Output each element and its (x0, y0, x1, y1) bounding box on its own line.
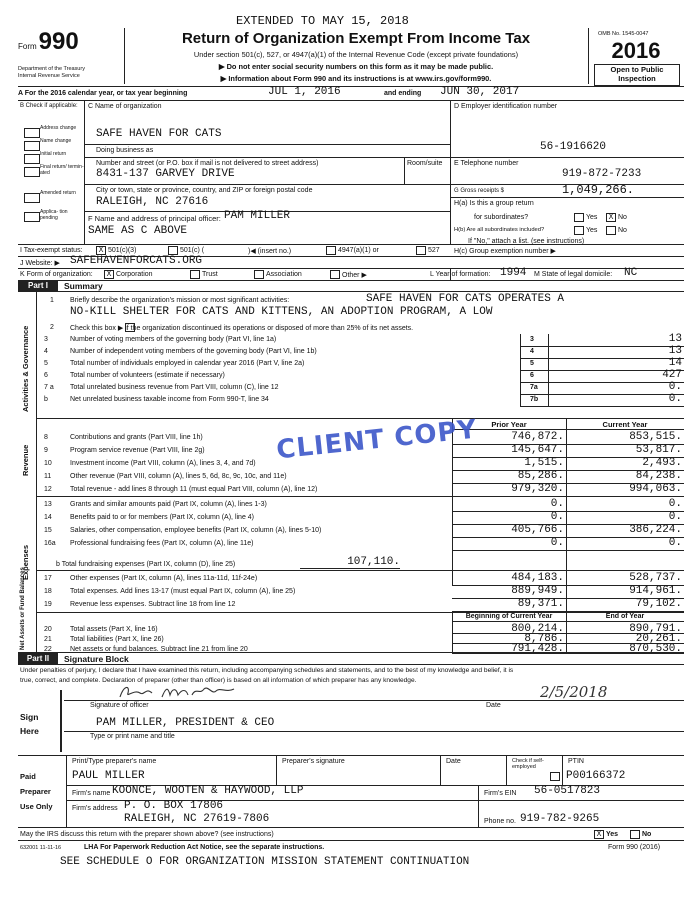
preparer-name: PAUL MILLER (72, 770, 145, 782)
line-label: Total number of volunteers (estimate if necessary) (70, 372, 225, 379)
principal-officer-name: PAM MILLER (224, 210, 291, 222)
line-label: Total expenses. Add lines 13-17 (must equal Part IX, column (A), line 25) (70, 588, 296, 595)
current-year-value: 84,238. (635, 470, 682, 482)
status-501c3-checkbox[interactable]: X (96, 246, 106, 255)
instructions-url: ▶ Information about Form 990 and its instructions is at www.irs.gov/form990. (220, 74, 492, 83)
line-number: 17 (44, 575, 52, 582)
check-applicable-item: Final return/ termin- ated (40, 164, 84, 176)
discontinued-checkbox[interactable] (125, 323, 135, 332)
discuss-yes-label: Yes (606, 831, 619, 838)
check-applicable-label: B Check if applicable: (20, 103, 78, 109)
street-address: 8431-137 GARVEY DRIVE (96, 168, 235, 180)
group-return-yes-checkbox[interactable] (574, 213, 584, 222)
ein-value: 56-1916620 (540, 141, 607, 153)
ptin-label: PTIN (568, 758, 584, 765)
line-number: 19 (44, 601, 52, 608)
subordinates-label: H(b) Are all subordinates included? (454, 227, 545, 233)
preparer-signature-label: Preparer's signature (282, 758, 345, 765)
line-label: Professional fundraising fees (Part IX, column (A), line 11e) (70, 540, 254, 547)
status-527-label: 527 (428, 247, 440, 254)
line-number: 4 (44, 348, 48, 355)
tax-year-begin: JUL 1, 2016 (268, 86, 341, 98)
subordinates-yes-checkbox[interactable] (574, 226, 584, 235)
here-label: Here (20, 726, 39, 736)
line16b-label: b Total fundraising expenses (Part IX, column (D), line 25) (56, 561, 236, 568)
type-name-label: Type or print name and title (90, 733, 175, 740)
current-year-value: 528,737. (629, 572, 682, 584)
year-formation-value: 1994 (500, 267, 527, 279)
status-4947-checkbox[interactable] (326, 246, 336, 255)
line-label: Program service revenue (Part VIII, line 2g) (70, 447, 205, 454)
line-label: Revenue less expenses. Subtract line 18 from line 12 (70, 601, 236, 608)
line-value: 14 (668, 357, 682, 369)
revenue-side: Revenue (21, 444, 30, 476)
status-4947-label: 4947(a)(1) or (338, 247, 379, 254)
mission-text-1: SAFE HAVEN FOR CATS OPERATES A (366, 293, 565, 305)
line-number: 7 a (44, 384, 54, 391)
line-label: Number of voting members of the governing body (Part VI, line 1a) (70, 336, 277, 343)
irs-label: Internal Revenue Service (18, 73, 80, 79)
check-applicable-box[interactable] (24, 167, 40, 177)
room-suite-label: Room/suite (407, 160, 443, 167)
current-year-value: 79,102. (635, 598, 682, 610)
line-box-number: 3 (530, 336, 534, 343)
ssn-warning: ▶ Do not enter social security numbers on this form as it may be made public. (218, 62, 494, 71)
group-return-no-checkbox[interactable]: X (606, 213, 616, 222)
form-footer-name: Form 990 (2016) (608, 844, 661, 851)
line-number: 10 (44, 460, 52, 467)
mission-label: Briefly describe the organization's mission or most significant activities: (70, 297, 290, 304)
line-label: Total number of individuals employed in calendar year 2016 (Part V, line 2a) (70, 360, 305, 367)
line-box-number: 4 (530, 348, 534, 355)
city-label: City or town, state or province, country, and ZIP or foreign postal code (96, 187, 313, 194)
part1-tag: Part I (18, 280, 58, 291)
dept-treasury: Department of the Treasury (18, 66, 85, 72)
prior-year-value: 145,647. (511, 444, 564, 456)
discuss-no-checkbox[interactable] (630, 830, 640, 839)
current-year-header: Current Year (602, 420, 648, 429)
website-label: J Website: ▶ (20, 260, 60, 267)
current-year-value: 994,063. (629, 483, 682, 495)
status-527-checkbox[interactable] (416, 246, 426, 255)
gross-receipts-label: G Gross receipts $ (454, 188, 505, 194)
omb-number: OMB No. 1545-0047 (598, 31, 649, 37)
line-number: 20 (44, 626, 52, 633)
check-applicable-box[interactable] (24, 212, 40, 222)
current-year-value: 386,224. (629, 524, 682, 536)
line-number: 5 (44, 360, 48, 367)
line-label: Number of independent voting members of the governing body (Part VI, line 1b) (70, 348, 317, 355)
line16b-value: 107,110. (347, 556, 400, 568)
prior-year-header: Prior Year (491, 420, 527, 429)
legal-domicile-value: NC (624, 267, 638, 279)
check-applicable-item: Applica- tion pending (40, 209, 68, 221)
org-corporation-checkbox[interactable]: X (104, 270, 114, 279)
check-applicable-box[interactable] (24, 154, 40, 164)
line-number: 13 (44, 501, 52, 508)
paid-label: Paid (20, 772, 36, 781)
line-value: 0. (668, 393, 682, 405)
discuss-question: May the IRS discuss this return with the preparer shown above? (see instructions) (20, 831, 274, 838)
status-501c3-label: 501(c)(3) (108, 247, 137, 254)
current-year-value: 53,817. (635, 444, 682, 456)
box-col-rule (520, 334, 521, 406)
check-applicable-item: Amended return (40, 190, 76, 196)
expenses-side: Expenses (21, 544, 30, 580)
check-applicable-box[interactable] (24, 128, 40, 138)
form-of-org-label: K Form of organization: (20, 271, 93, 278)
line2-number: 2 (50, 324, 54, 331)
prior-year-value: 800,214. (511, 623, 564, 635)
current-year-value: 20,261. (635, 633, 682, 645)
prior-year-value: 484,183. (511, 572, 564, 584)
firm-ein-label: Firm's EIN (484, 790, 517, 797)
firm-address-1: P. O. BOX 17806 (124, 800, 224, 812)
part2-title: Signature Block (64, 654, 129, 664)
tax-year-end: JUN 30, 2017 (440, 86, 520, 98)
line-value: 0. (668, 381, 682, 393)
line-label: Contributions and grants (Part VIII, line 1h) (70, 434, 203, 441)
status-501c-label: 501(c) ( (180, 247, 205, 254)
gross-receipts-value: 1,049,266. (562, 183, 635, 197)
line-number: 16a (44, 540, 56, 547)
current-year-value: 853,515. (629, 431, 682, 443)
current-year-value: 870,530. (629, 643, 682, 655)
city-state-zip: RALEIGH, NC 27616 (96, 196, 209, 208)
form-code: 632001 11-11-16 (20, 845, 62, 851)
sign-date-label: Date (486, 702, 501, 709)
row-rule (452, 653, 684, 654)
line-label: Other revenue (Part VIII, column (A), lines 5, 6d, 8c, 9c, 10c, and 11e) (70, 473, 287, 480)
group-exemption-label: H(c) Group exemption number ▶ (454, 248, 556, 255)
check-applicable-box[interactable] (24, 193, 40, 203)
line-number: 11 (44, 473, 52, 480)
line-value: 13 (668, 333, 682, 345)
org-association-label: Association (266, 271, 302, 278)
line-number: 22 (44, 646, 52, 653)
preparer-label: Preparer (20, 787, 51, 796)
penalty-text-2: true, correct, and complete. Declaration of preparer (other than officer) is based on all information of which preparer has any knowledge. (20, 677, 417, 684)
open-inspection-box: Open to Public Inspection (594, 64, 680, 86)
prior-year-value: 746,872. (511, 431, 564, 443)
subordinates-note: If "No," attach a list. (see instructions) (468, 238, 585, 245)
row-rule (452, 550, 684, 551)
line-number: 14 (44, 514, 52, 521)
part1-title: Summary (64, 281, 103, 291)
check-applicable-item: Initial return (40, 151, 67, 157)
principal-officer-label: F Name and address of principal officer: (88, 214, 221, 223)
penalty-text-1: Under penalties of perjury, I declare that I have examined this return, including accompanying schedules and statements, and to the best of my knowledge and belief, it is (20, 667, 514, 674)
check-applicable-item: Name change (40, 138, 72, 144)
self-employed-checkbox[interactable] (550, 772, 560, 781)
self-employed-label: Check if self-employed (512, 758, 544, 770)
preparer-date-label: Date (446, 758, 461, 765)
line-label: Investment income (Part VIII, column (A), lines 3, 4, and 7d) (70, 460, 256, 467)
line-box-number: 5 (530, 360, 534, 367)
current-year-value: 890,791. (629, 623, 682, 635)
discontinued-label: Check this box ▶ if the organization discontinued its operations or disposed of more than 25% of its net assets. (70, 325, 414, 332)
row-rule (520, 406, 684, 407)
line-label: Net assets or fund balances. Subtract line 21 from line 20 (70, 646, 248, 653)
sign-label: Sign (20, 712, 39, 722)
form-subtitle: Under section 501(c), 527, or 4947(a)(1) of the Internal Revenue Code (except private foundations) (193, 50, 519, 59)
subordinates-no-checkbox[interactable] (606, 226, 616, 235)
line-number: 12 (44, 486, 52, 493)
line-box-number: 6 (530, 372, 534, 379)
line-number: 6 (44, 372, 48, 379)
firm-ein: 56-0517823 (534, 785, 601, 797)
telephone-label: E Telephone number (454, 160, 519, 167)
paperwork-notice: LHA For Paperwork Reduction Act Notice, see the separate instructions. (84, 844, 325, 851)
year-formation-label: L Year of formation: (430, 271, 491, 278)
part2-tag: Part II (18, 653, 58, 664)
net-assets-side: Net Assets or Fund Balances (20, 567, 26, 650)
firm-phone-label: Phone no. (484, 818, 516, 825)
org-name: SAFE HAVEN FOR CATS (96, 128, 222, 140)
sign-date: 2/5/2018 (540, 683, 608, 701)
client-copy-stamp: CLIENT COPY (274, 414, 479, 466)
line-label: Net unrelated business taxable income from Form 990-T, line 34 (70, 396, 269, 403)
tax-year: 2016 (611, 38, 661, 63)
org-other-checkbox[interactable] (330, 270, 340, 279)
line-label: Grants and similar amounts paid (Part IX, column (A), lines 1-3) (70, 501, 267, 508)
line-label: Salaries, other compensation, employee benefits (Part IX, column (A), lines 5-10) (70, 527, 322, 534)
org-other-label: Other ▶ (342, 272, 367, 279)
status-insert-label: )◀ (insert no.) (248, 248, 292, 255)
org-association-checkbox[interactable] (254, 270, 264, 279)
line-value: 427 (662, 369, 682, 381)
group-return-label: H(a) Is this a group return (454, 200, 534, 207)
line-number: b (44, 396, 48, 403)
firm-address-2: RALEIGH, NC 27619-7806 (124, 813, 270, 825)
principal-officer-address: SAME AS C ABOVE (88, 225, 188, 237)
prior-year-value: 0. (550, 537, 564, 549)
org-name-label: C Name of organization (88, 103, 162, 110)
prior-year-value: 0. (550, 511, 564, 523)
current-year-value: 0. (668, 537, 682, 549)
prior-year-value: 85,286. (517, 470, 564, 482)
line-label: Total assets (Part X, line 16) (70, 626, 158, 633)
firm-address-label: Firm's address (72, 805, 118, 812)
line-number: 9 (44, 447, 48, 454)
line-label: Total unrelated business revenue from Part VIII, column (C), line 12 (70, 384, 279, 391)
line-box-number: 7a (530, 384, 538, 391)
signature-officer-label: Signature of officer (90, 702, 149, 709)
activities-governance-side: Activities & Governance (21, 325, 30, 412)
schedule-o-note: SEE SCHEDULE O FOR ORGANIZATION MISSION STATEMENT CONTINUATION (60, 856, 470, 868)
prior-year-value: 8,786. (524, 633, 564, 645)
ein-label: D Employer identification number (454, 103, 558, 110)
mission-text-2: NO-KILL SHELTER FOR CATS AND KITTENS, AN ADOPTION PROGRAM, A LOW (70, 306, 493, 318)
discuss-no-label: No (642, 831, 652, 838)
line-value: 13 (668, 345, 682, 357)
line-box-number: 7b (530, 396, 539, 403)
prior-year-value: 1,515. (524, 457, 564, 469)
check-applicable-box[interactable] (24, 141, 40, 151)
ptin-value: P00166372 (566, 770, 626, 782)
line-number: 18 (44, 588, 52, 595)
form-number: Form 990 (18, 28, 79, 55)
end-year-header: End of Year (605, 613, 645, 620)
use-only-label: Use Only (20, 802, 53, 811)
discuss-yes-checkbox[interactable]: X (594, 830, 604, 839)
line-label: Other expenses (Part IX, column (A), lines 11a-11d, 11f-24e) (70, 575, 258, 582)
current-year-value: 0. (668, 498, 682, 510)
check-applicable-item: Address change (40, 125, 77, 131)
line-label: Benefits paid to or for members (Part IX, column (A), line 4) (70, 514, 255, 521)
subordinates-yes-label: Yes (586, 227, 598, 234)
line-number: 8 (44, 434, 48, 441)
status-501c-checkbox[interactable] (168, 246, 178, 255)
prior-year-value: 405,766. (511, 524, 564, 536)
group-return-label-2: for subordinates? (474, 214, 529, 221)
prior-year-value: 791,428. (511, 643, 564, 655)
officer-name-title: PAM MILLER, PRESIDENT & CEO (96, 717, 275, 729)
legal-domicile-label: M State of legal domicile: (534, 271, 613, 278)
box-col-rule (548, 334, 549, 406)
line-number: 3 (44, 336, 48, 343)
line-number: 21 (44, 636, 52, 643)
line-a-end-label: and ending (384, 90, 422, 97)
org-trust-checkbox[interactable] (190, 270, 200, 279)
firm-name-label: Firm's name (72, 790, 111, 797)
preparer-name-label: Print/Type preparer's name (72, 758, 157, 765)
current-year-value: 0. (668, 511, 682, 523)
line-number: 15 (44, 527, 52, 534)
group-return-no-label: No (618, 214, 627, 221)
dba-label: Doing business as (96, 147, 154, 154)
group-return-yes-label: Yes (586, 214, 598, 221)
telephone-value: 919-872-7233 (562, 168, 642, 180)
form-title: Return of Organization Exempt From Income Tax (181, 30, 531, 47)
current-year-value: 2,493. (642, 457, 682, 469)
line-label: Total liabilities (Part X, line 26) (70, 636, 164, 643)
tax-exempt-status-label: I Tax-exempt status: (20, 247, 83, 254)
prior-year-value: 979,320. (511, 483, 564, 495)
line-label: Total revenue - add lines 8 through 11 (must equal Part VIII, column (A), line 12) (70, 486, 318, 493)
extension-notice: EXTENDED TO MAY 15, 2018 (236, 14, 409, 28)
prior-year-value: 889,949. (511, 585, 564, 597)
prior-year-value: 0. (550, 498, 564, 510)
line-a-label: A For the 2016 calendar year, or tax year beginning (18, 90, 188, 97)
subordinates-no-label: No (618, 227, 627, 234)
website-value[interactable]: SAFEHAVENFORCATS.ORG (70, 255, 203, 267)
org-corporation-label: Corporation (116, 271, 153, 278)
org-trust-label: Trust (202, 271, 218, 278)
street-label: Number and street (or P.O. box if mail is not delivered to street address) (96, 160, 319, 167)
beginning-year-header: Beginning of Current Year (465, 613, 553, 620)
current-year-value: 914,961. (629, 585, 682, 597)
firm-phone: 919-782-9265 (520, 813, 600, 825)
prior-year-value: 89,371. (517, 598, 564, 610)
firm-name: KOONCE, WOOTEN & HAYWOOD, LLP (112, 785, 304, 797)
line1-number: 1 (50, 297, 54, 304)
